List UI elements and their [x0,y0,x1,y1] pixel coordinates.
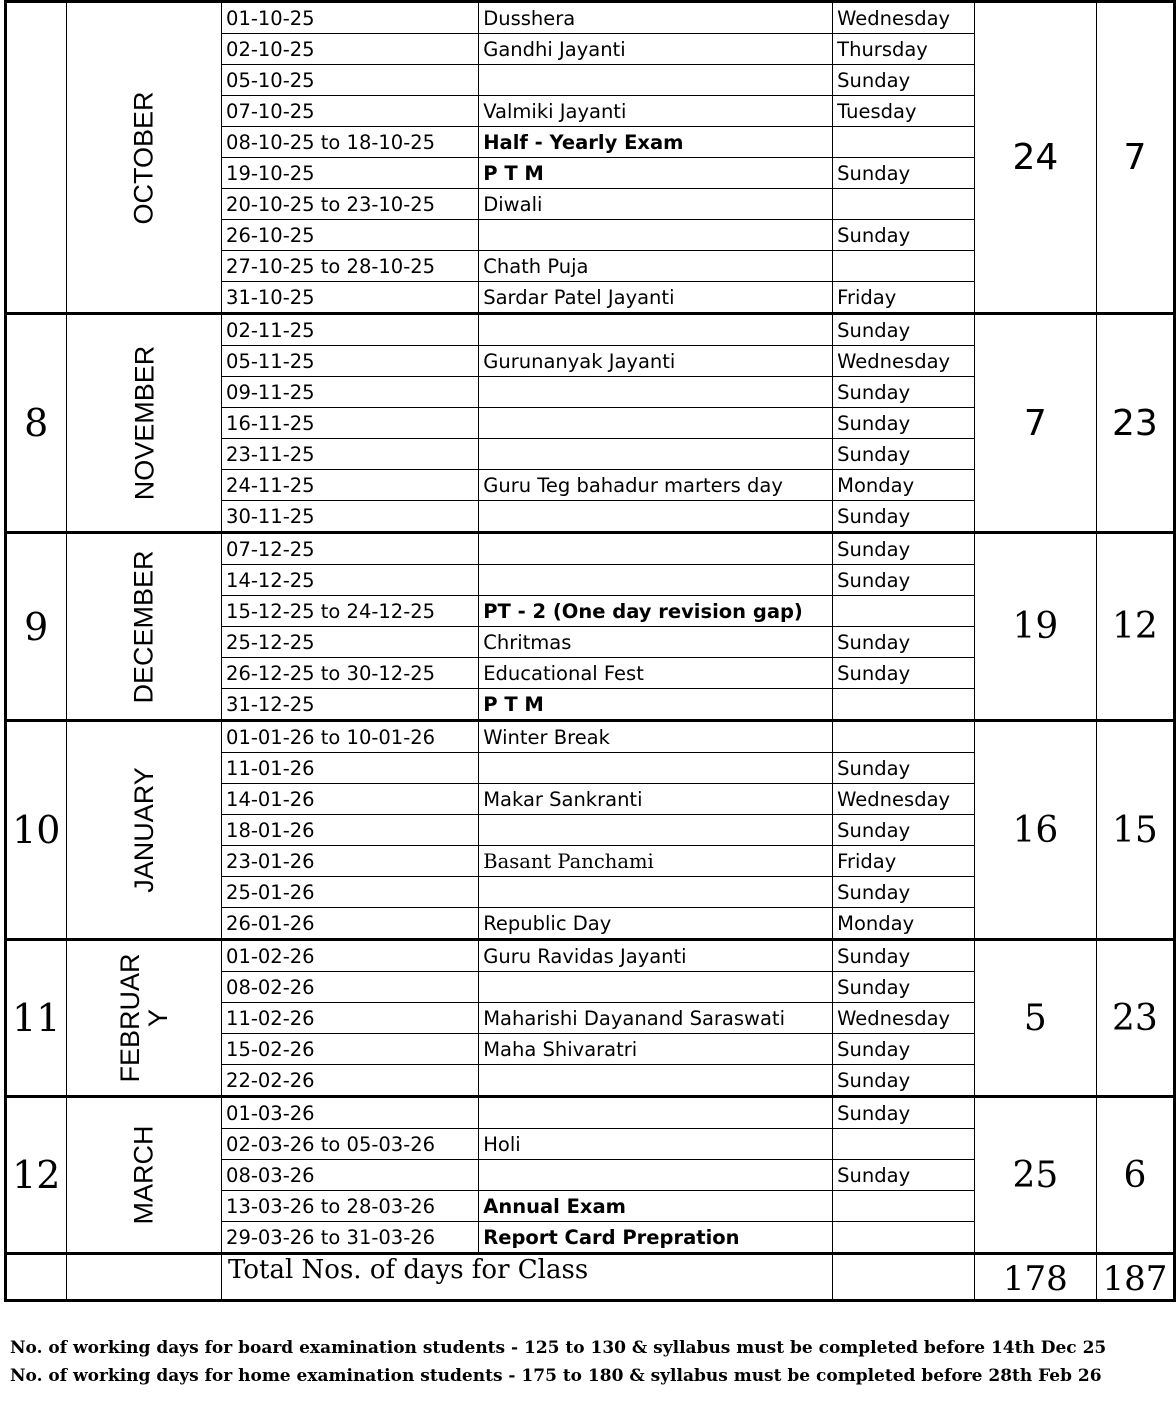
event-cell: P T M [479,689,833,721]
day-cell: Sunday [833,1065,975,1097]
event-cell: Half - Yearly Exam [479,127,833,158]
date-cell: 22-02-26 [222,1065,479,1097]
day-cell: Sunday [833,627,975,658]
date-cell: 15-12-25 to 24-12-25 [222,596,479,627]
event-cell: Chritmas [479,627,833,658]
date-cell: 01-03-26 [222,1097,479,1129]
table-row [6,2,1175,34]
day-cell: Sunday [833,877,975,908]
day-cell: Sunday [833,940,975,972]
day-cell: Sunday [833,65,975,96]
working-days-count: 24 [974,2,1096,314]
total-working-days: 178 [974,1254,1096,1301]
day-cell: Sunday [833,220,975,251]
month-name: NOVEMBER [128,345,159,501]
event-cell [479,439,833,470]
month-name: MARCH [128,1125,159,1225]
holidays-count: 23 [1096,314,1174,533]
month-name-cell [66,1097,222,1254]
working-days-count: 19 [974,533,1096,721]
month-name-cell [66,314,222,533]
event-cell: Maha Shivaratri [479,1034,833,1065]
event-cell: Valmiki Jayanti [479,96,833,127]
calendar-table [4,0,1176,1302]
date-cell: 18-01-26 [222,815,479,846]
day-cell: Sunday [833,533,975,565]
working-days-count: 5 [974,940,1096,1097]
event-cell [479,972,833,1003]
holidays-count: 7 [1096,2,1174,314]
date-cell: 02-10-25 [222,34,479,65]
day-cell: Wednesday [833,784,975,815]
event-cell: PT - 2 (One day revision gap) [479,596,833,627]
month-serial-number: 12 [6,1097,67,1254]
event-cell: Educational Fest [479,658,833,689]
event-cell [479,815,833,846]
event-cell: Chath Puja [479,251,833,282]
event-cell: Gandhi Jayanti [479,34,833,65]
total-label: Total Nos. of days for Class [222,1254,833,1301]
table-row [6,533,1175,565]
date-cell: 08-10-25 to 18-10-25 [222,127,479,158]
event-cell: Maharishi Dayanand Saraswati [479,1003,833,1034]
month-serial-number: 11 [6,940,67,1097]
date-cell: 26-01-26 [222,908,479,940]
date-cell: 26-10-25 [222,220,479,251]
date-cell: 19-10-25 [222,158,479,189]
day-cell: Sunday [833,314,975,346]
day-cell: Wednesday [833,1003,975,1034]
month-serial-number: 9 [6,533,67,721]
event-cell [479,65,833,96]
month-name: FEBRUAR Y [114,953,173,1083]
table-row [6,314,1175,346]
holidays-count: 23 [1096,940,1174,1097]
day-cell: Sunday [833,501,975,533]
month-name-cell [66,2,222,314]
event-cell: Guru Ravidas Jayanti [479,940,833,972]
event-cell: Report Card Prepration [479,1222,833,1254]
event-cell: Guru Teg bahadur marters day [479,470,833,501]
event-cell [479,1097,833,1129]
date-cell: 02-11-25 [222,314,479,346]
event-cell [479,565,833,596]
event-cell: Sardar Patel Jayanti [479,282,833,314]
event-cell: Dusshera [479,2,833,34]
month-name: JANUARY [128,767,159,893]
total-holidays: 187 [1096,1254,1174,1301]
total-empty-cell [6,1254,67,1301]
day-cell [833,1222,975,1254]
date-cell: 26-12-25 to 30-12-25 [222,658,479,689]
day-cell: Sunday [833,158,975,189]
month-serial-number: 10 [6,721,67,940]
month-name-cell [66,721,222,940]
event-cell [479,220,833,251]
date-cell: 14-01-26 [222,784,479,815]
holidays-count: 6 [1096,1097,1174,1254]
day-cell: Sunday [833,377,975,408]
day-cell [833,189,975,220]
total-empty-cell [66,1254,222,1301]
day-cell: Sunday [833,972,975,1003]
note-board-exam: No. of working days for board examination students - 125 to 130 & syllabus must be completed before 14th Dec 25 [10,1338,1107,1358]
event-cell: Basant Panchami [479,846,833,877]
date-cell: 11-01-26 [222,753,479,784]
date-cell: 01-10-25 [222,2,479,34]
table-row [6,940,1175,972]
date-cell: 01-02-26 [222,940,479,972]
working-days-count: 16 [974,721,1096,940]
event-cell: Gurunanyak Jayanti [479,346,833,377]
working-days-count: 25 [974,1097,1096,1254]
event-cell [479,408,833,439]
day-cell: Wednesday [833,346,975,377]
table-row [6,721,1175,753]
month-serial-number: 8 [6,314,67,533]
day-cell: Monday [833,470,975,501]
date-cell: 29-03-26 to 31-03-26 [222,1222,479,1254]
day-cell: Friday [833,282,975,314]
event-cell [479,377,833,408]
day-cell: Sunday [833,408,975,439]
date-cell: 25-01-26 [222,877,479,908]
day-cell [833,1129,975,1160]
date-cell: 05-11-25 [222,346,479,377]
day-cell [833,251,975,282]
date-cell: 25-12-25 [222,627,479,658]
month-serial-number [6,2,67,314]
date-cell: 07-12-25 [222,533,479,565]
day-cell: Sunday [833,753,975,784]
date-cell: 20-10-25 to 23-10-25 [222,189,479,220]
event-cell: Winter Break [479,721,833,753]
day-cell [833,721,975,753]
day-cell: Sunday [833,1034,975,1065]
day-cell: Friday [833,846,975,877]
event-cell: Holi [479,1129,833,1160]
month-name: OCTOBER [128,90,159,225]
day-cell: Sunday [833,1097,975,1129]
event-cell: Makar Sankranti [479,784,833,815]
date-cell: 24-11-25 [222,470,479,501]
table-row [6,1097,1175,1129]
calendar-body [6,2,1175,1301]
day-cell: Tuesday [833,96,975,127]
note-home-exam: No. of working days for home examination students - 175 to 180 & syllabus must be completed before 28th Feb 26 [10,1366,1102,1386]
event-cell: Republic Day [479,908,833,940]
date-cell: 13-03-26 to 28-03-26 [222,1191,479,1222]
working-days-count: 7 [974,314,1096,533]
event-cell [479,533,833,565]
event-cell [479,501,833,533]
date-cell: 31-10-25 [222,282,479,314]
day-cell: Wednesday [833,2,975,34]
date-cell: 16-11-25 [222,408,479,439]
date-cell: 09-11-25 [222,377,479,408]
date-cell: 11-02-26 [222,1003,479,1034]
date-cell: 05-10-25 [222,65,479,96]
total-row [6,1254,1175,1301]
date-cell: 31-12-25 [222,689,479,721]
date-cell: 08-02-26 [222,972,479,1003]
month-name-cell [66,940,222,1097]
day-cell: Sunday [833,815,975,846]
date-cell: 08-03-26 [222,1160,479,1191]
day-cell [833,1191,975,1222]
date-cell: 14-12-25 [222,565,479,596]
day-cell: Monday [833,908,975,940]
date-cell: 02-03-26 to 05-03-26 [222,1129,479,1160]
date-cell: 01-01-26 to 10-01-26 [222,721,479,753]
day-cell [833,596,975,627]
date-cell: 15-02-26 [222,1034,479,1065]
date-cell: 23-11-25 [222,439,479,470]
day-cell [833,127,975,158]
day-cell: Sunday [833,1160,975,1191]
date-cell: 27-10-25 to 28-10-25 [222,251,479,282]
event-cell [479,753,833,784]
event-cell: Diwali [479,189,833,220]
event-cell [479,877,833,908]
date-cell: 23-01-26 [222,846,479,877]
total-empty-cell [833,1254,975,1301]
event-cell [479,314,833,346]
date-cell: 30-11-25 [222,501,479,533]
month-name: DECEMBER [128,549,159,704]
event-cell [479,1065,833,1097]
holidays-count: 12 [1096,533,1174,721]
day-cell: Sunday [833,439,975,470]
event-cell: Annual Exam [479,1191,833,1222]
month-name-cell [66,533,222,721]
day-cell: Thursday [833,34,975,65]
day-cell: Sunday [833,565,975,596]
day-cell [833,689,975,721]
holidays-count: 15 [1096,721,1174,940]
date-cell: 07-10-25 [222,96,479,127]
event-cell [479,1160,833,1191]
day-cell: Sunday [833,658,975,689]
event-cell: P T M [479,158,833,189]
